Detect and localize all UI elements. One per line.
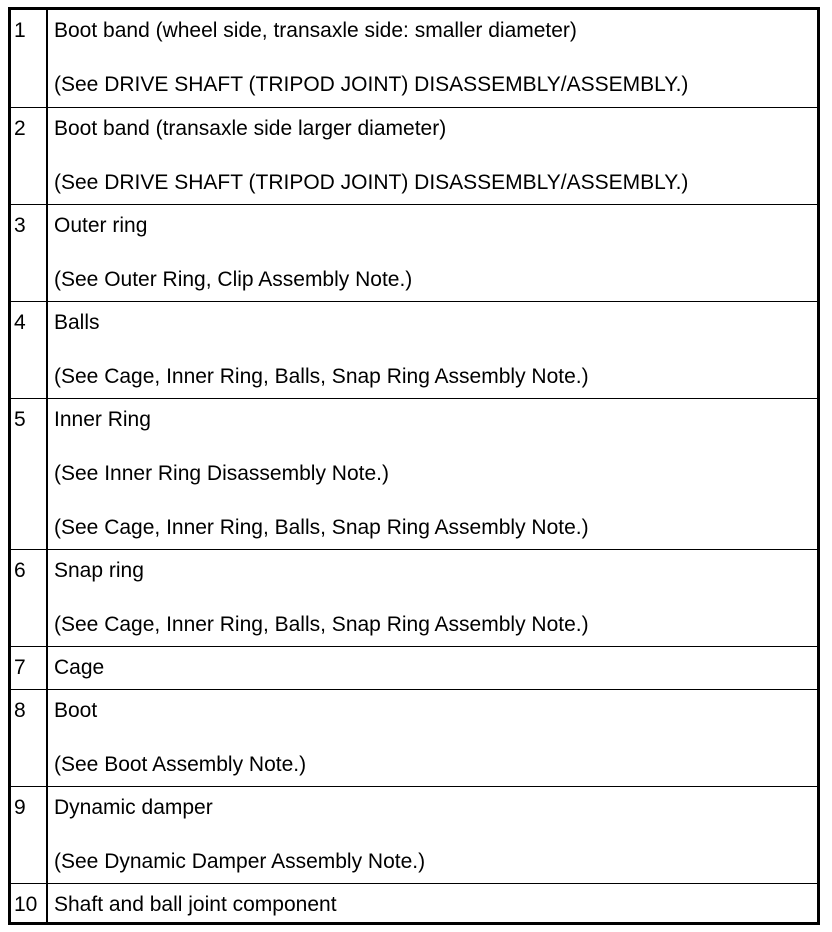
item-reference-note: (See Cage, Inner Ring, Balls, Snap Ring Assembly Note.) (54, 515, 589, 539)
item-description (47, 10, 817, 107)
table-row (11, 786, 817, 883)
item-name: Snap ring (54, 558, 144, 582)
item-description (47, 204, 817, 301)
item-name: Shaft and ball joint component (54, 892, 337, 916)
item-number: 3 (11, 204, 47, 301)
table-row (11, 10, 817, 107)
item-number: 9 (11, 786, 47, 883)
table-row (11, 883, 817, 923)
table-row (11, 646, 817, 689)
item-number: 1 (11, 10, 47, 107)
item-number: 6 (11, 549, 47, 646)
item-description (47, 689, 817, 786)
item-reference-note: (See Cage, Inner Ring, Balls, Snap Ring Assembly Note.) (54, 364, 589, 388)
item-number: 10 (11, 883, 47, 923)
item-reference-note: (See Dynamic Damper Assembly Note.) (54, 849, 426, 873)
item-name: Balls (54, 310, 100, 334)
item-description (47, 883, 817, 923)
item-reference-note: (See DRIVE SHAFT (TRIPOD JOINT) DISASSEMBLY/ASSEMBLY.) (54, 73, 689, 96)
item-name: Outer ring (54, 213, 148, 237)
item-description (47, 549, 817, 646)
item-reference-note: (See Outer Ring, Clip Assembly Note.) (54, 267, 413, 291)
component-table-frame (8, 7, 820, 925)
item-number: 8 (11, 689, 47, 786)
table-row (11, 689, 817, 786)
item-number: 7 (11, 646, 47, 689)
item-name: Cage (54, 655, 105, 679)
item-description (47, 398, 817, 549)
item-name: Boot (54, 698, 98, 722)
item-reference-note: (See Cage, Inner Ring, Balls, Snap Ring Assembly Note.) (54, 612, 589, 636)
item-name: Dynamic damper (54, 795, 213, 819)
item-reference-note: (See Inner Ring Disassembly Note.) (54, 461, 389, 485)
table-row (11, 107, 817, 204)
component-table-body (11, 10, 817, 923)
item-name: Boot band (transaxle side larger diameter) (54, 116, 447, 140)
item-reference-note: (See DRIVE SHAFT (TRIPOD JOINT) DISASSEMBLY/ASSEMBLY.) (54, 170, 689, 194)
table-row (11, 301, 817, 398)
item-number: 5 (11, 398, 47, 549)
table-row (11, 398, 817, 549)
component-table (11, 10, 817, 923)
item-description (47, 301, 817, 398)
item-description (47, 107, 817, 204)
item-description (47, 646, 817, 689)
item-name: Boot band (wheel side, transaxle side: smaller diameter) (54, 19, 577, 42)
item-reference-note: (See Boot Assembly Note.) (54, 752, 307, 776)
table-row (11, 549, 817, 646)
item-name: Inner Ring (54, 407, 151, 431)
item-number: 4 (11, 301, 47, 398)
item-number: 2 (11, 107, 47, 204)
table-row (11, 204, 817, 301)
item-description (47, 786, 817, 883)
